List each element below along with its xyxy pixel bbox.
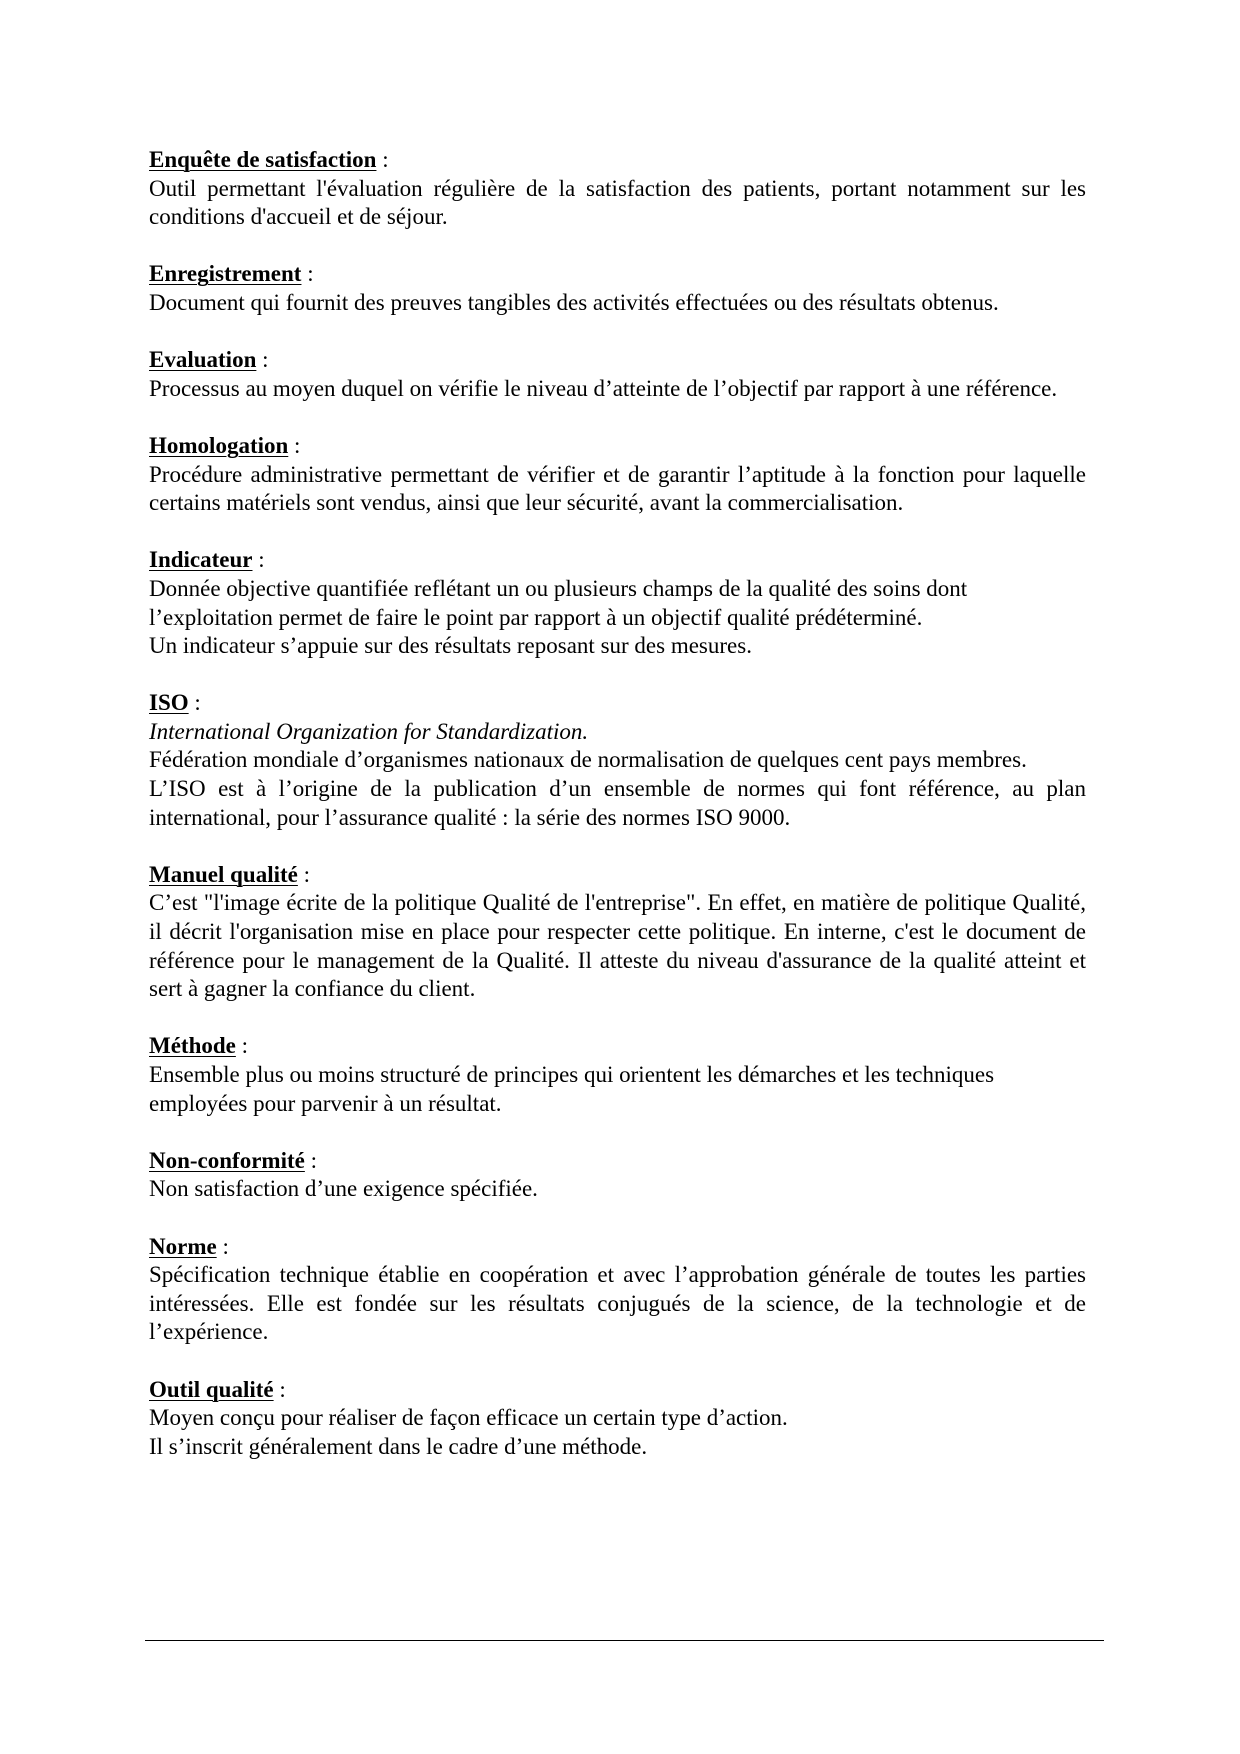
definition-text: Procédure administrative permettant de vérifier et de garantir l’aptitude à la fonction pour laquelle certains matériels sont vendus, ainsi que leur sécurité, avant la commercialisation. [149,461,1086,516]
term: Indicateur [149,547,253,573]
term-heading [149,260,1086,289]
definition-text: Spécification technique établie en coopération et avec l’approbation générale de toutes les parties intéressées. Elle est fondée sur les résultats conjugués de la science, de la technologie et de l’expérience. [149,1262,1086,1345]
term: Norme [149,1233,217,1259]
term: Homologation [149,432,289,458]
glossary-entry-outil-qualite [149,1376,1086,1462]
glossary-entry-evaluation [149,346,1086,403]
term: Evaluation [149,347,257,373]
term-separator: : [376,147,389,172]
acronym-expansion: International Organization for Standardization. [149,718,589,744]
definition-text: Il s’inscrit généralement dans le cadre d’une méthode. [149,1433,648,1459]
term-separator: : [252,547,265,573]
glossary-entry-iso [149,689,1086,832]
term-separator: : [288,432,301,458]
term-separator: : [216,1233,229,1259]
term: Méthode [149,1033,236,1059]
definition-text: Un indicateur s’appuie sur des résultats reposant sur des mesures. [149,633,752,659]
term-separator: : [188,690,201,716]
term-heading [149,1147,1086,1176]
term-separator: : [301,261,314,287]
term: Manuel qualité [149,861,298,887]
term-separator: : [235,1033,249,1059]
footer-divider [145,1640,1104,1641]
term-separator: : [304,1147,317,1173]
term-heading [149,689,1086,718]
glossary-entry-methode [149,1032,1086,1118]
glossary-entry-enquete-de-satisfaction [149,146,1086,232]
term-separator: : [297,861,311,887]
term-heading [149,432,1086,461]
definition-text: Fédération mondiale d’organismes nationaux de normalisation de quelques cent pays membres. [149,747,1027,773]
term: Enregistrement [149,261,302,287]
term: Enquête de satisfaction [149,147,377,172]
term: ISO [149,690,189,716]
term-heading [149,1032,1086,1061]
glossary-page [149,146,1086,1490]
term: Outil qualité [149,1376,274,1402]
definition-text: Donnée objective quantifiée reflétant un ou plusieurs champs de la qualité des soins dont l’exploitation permet de faire le point par rapport à un objectif qualité prédéterminé. [149,575,968,630]
glossary-entry-indicateur [149,546,1086,660]
definition-text: C’est "l'image écrite de la politique Qualité de l'entreprise". En effet, en matière de politique Qualité, il décrit l'organisation mise en place pour respecter cette politique. En interne, c'est le document de référence pour le management de la Qualité. Il atteste du niveau d'assurance de la qualité atteint et sert à gagner la confiance du client. [149,890,1086,1002]
term-separator: : [273,1376,286,1402]
definition-text: L’ISO est à l’origine de la publication d’un ensemble de normes qui font référence, au plan international, pour l’assurance qualité : la série des normes ISO 9000. [149,776,1086,830]
term-heading [149,1233,1086,1262]
definition-text: Document qui fournit des preuves tangibles des activités effectuées ou des résultats obtenus. [149,289,999,315]
glossary-entry-manuel-qualite [149,861,1086,1004]
definition-text: Moyen conçu pour réaliser de façon efficace un certain type d’action. [149,1405,788,1431]
term: Non-conformité [149,1147,305,1173]
glossary-entry-norme [149,1233,1086,1347]
glossary-entry-non-conformite [149,1147,1086,1204]
definition-text: Ensemble plus ou moins structuré de principes qui orientent les démarches et les techniques employées pour parvenir à un résultat. [149,1062,995,1116]
term-heading [149,861,1086,890]
term-separator: : [256,347,269,373]
glossary-entry-enregistrement [149,260,1086,317]
term-heading [149,146,1086,175]
definition-text: Outil permettant l'évaluation régulière de la satisfaction des patients, portant notamment sur les conditions d'accueil et de séjour. [149,175,1086,230]
definition-text: Processus au moyen duquel on vérifie le niveau d’atteinte de l’objectif par rapport à une référence. [149,375,1058,401]
term-heading [149,546,1086,575]
definition-text: Non satisfaction d’une exigence spécifiée. [149,1176,538,1202]
term-heading [149,346,1086,375]
term-heading [149,1376,1086,1405]
glossary-entry-homologation [149,432,1086,518]
